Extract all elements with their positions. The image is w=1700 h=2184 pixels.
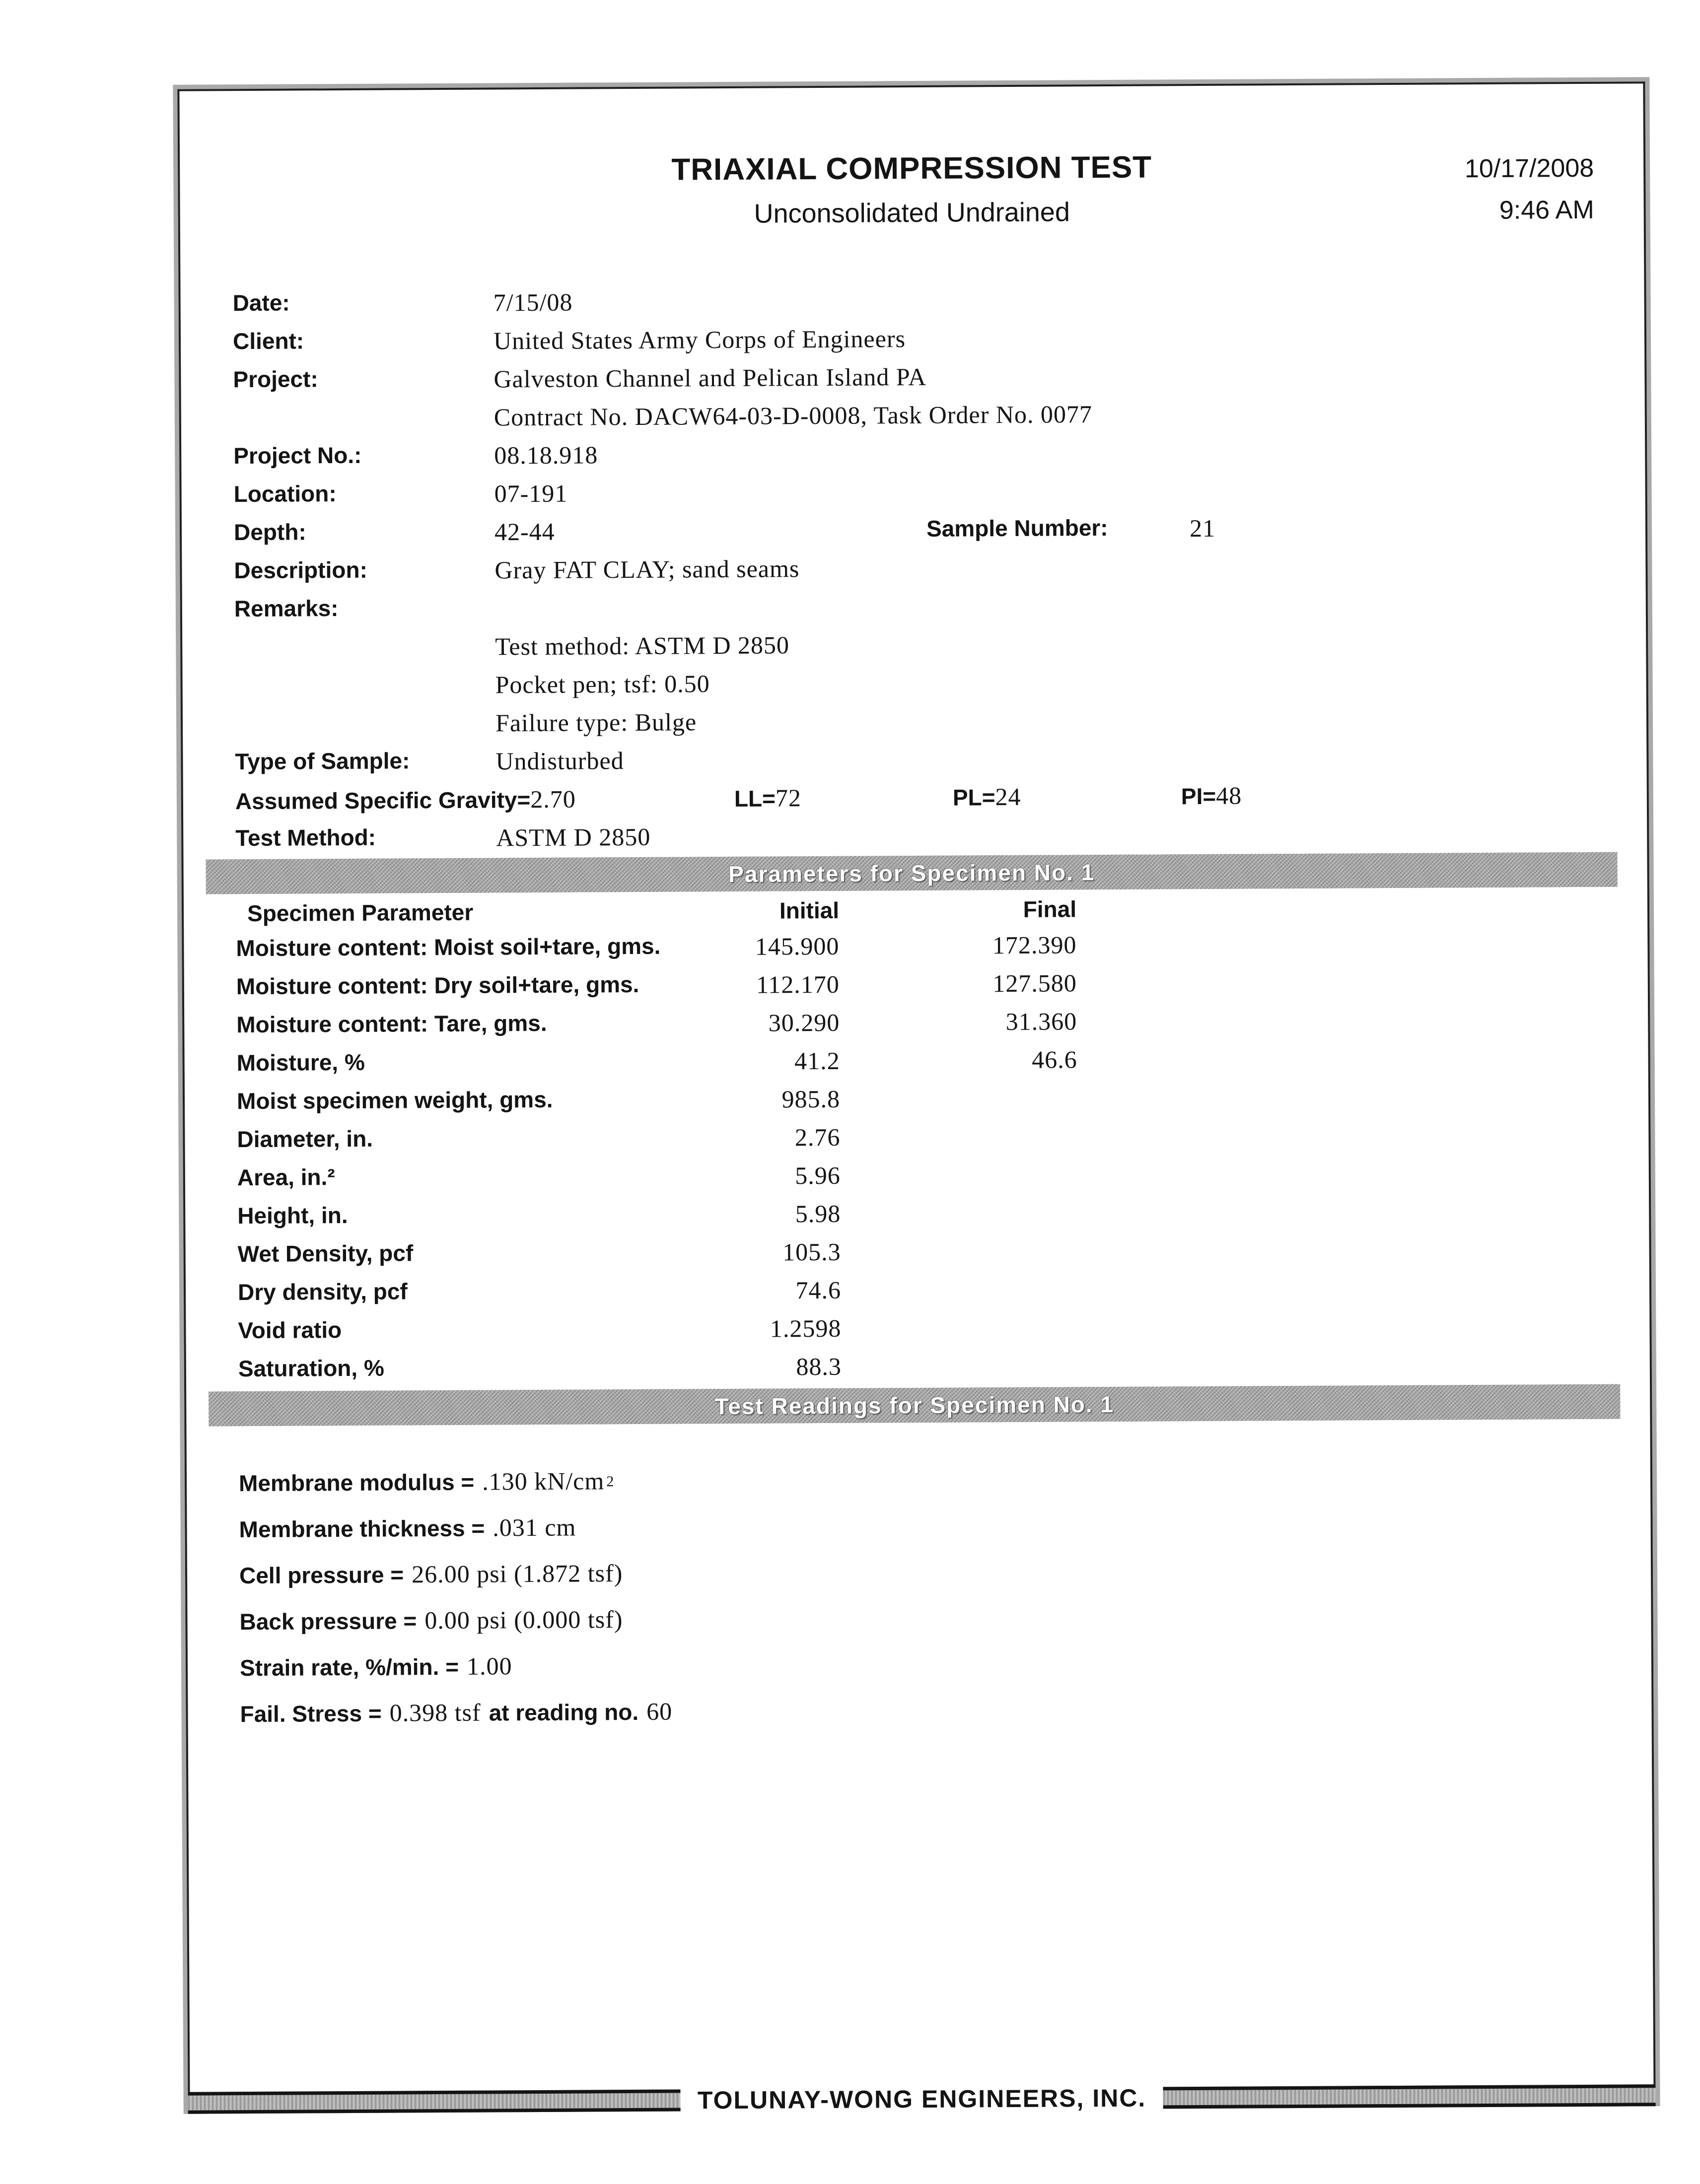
field-value: Undisturbed — [496, 747, 624, 775]
field-value: United States Army Corps of Engineers — [493, 325, 906, 355]
table-header — [184, 892, 1647, 930]
table-row: Area, in.² 5.96 — [237, 1161, 841, 1191]
field-label: Client: — [232, 328, 304, 354]
field-value: Galveston Channel and Pelican Island PA — [494, 362, 927, 393]
field-value: Pocket pen; tsf: 0.50 — [495, 670, 710, 699]
footer-rule-right — [1163, 2084, 1656, 2109]
field-value: Test method: ASTM D 2850 — [495, 631, 790, 661]
test-readings — [187, 1461, 1652, 1745]
column-header-final: Final — [1023, 896, 1077, 922]
print-time: 9:46 AM — [1499, 195, 1594, 225]
table-row: Wet Density, pcf 105.3 — [237, 1237, 841, 1267]
reading-row-back-pressure: Back pressure = 0.00 psi (0.000 tsf) — [239, 1605, 623, 1635]
section-banner-test-readings: Test Readings for Specimen No. 1 — [209, 1384, 1620, 1427]
table-row: Void ratio 1.2598 — [238, 1314, 842, 1344]
column-header-param: Specimen Parameter — [247, 899, 474, 927]
table-row: Height, in. 5.98 — [237, 1199, 841, 1229]
atterberg-pl: PL=24 — [952, 782, 1021, 811]
header-fields — [180, 282, 1647, 863]
field-value: 07-191 — [494, 479, 568, 508]
field-label: Remarks: — [234, 595, 339, 622]
field-value: ASTM D 2850 — [496, 822, 651, 852]
field-value: 42-44 — [494, 517, 555, 546]
field-label: Type of Sample: — [235, 748, 410, 775]
reading-row-cell-pressure: Cell pressure = 26.00 psi (1.872 tsf) — [239, 1559, 623, 1589]
field-value: Gray FAT CLAY; sand seams — [495, 554, 800, 584]
parameters-table — [184, 927, 1650, 1393]
field-label: Date: — [232, 289, 290, 316]
field-label: Depth: — [233, 519, 306, 546]
specific-gravity-label: Assumed Specific Gravity= — [235, 787, 531, 815]
reading-row-fail-stress: Fail. Stress = 0.398 tsf at reading no. 60 — [240, 1697, 673, 1727]
company-name: TOLUNAY-WONG ENGINEERS, INC. — [681, 2083, 1163, 2115]
section-banner-parameters: Parameters for Specimen No. 1 — [206, 852, 1617, 894]
table-row: Moisture content: Moist soil+tare, gms. 145.900 172.390 — [236, 931, 1077, 961]
table-row: Diameter, in. 2.76 — [237, 1123, 841, 1153]
sample-number-value: 21 — [1189, 514, 1216, 543]
field-value: 7/15/08 — [493, 288, 573, 317]
page-title: TRIAXIAL COMPRESSION TEST — [671, 150, 1152, 187]
footer-rule-left — [188, 2090, 681, 2114]
column-header-initial: Initial — [779, 897, 840, 924]
field-label: Test Method: — [235, 824, 376, 851]
table-row: Saturation, % 88.3 — [238, 1352, 842, 1382]
field-label: Description: — [234, 556, 367, 584]
field-label: Location: — [233, 480, 337, 507]
table-row: Moisture content: Tare, gms. 30.290 31.360 — [236, 1007, 1077, 1038]
field-label: Project: — [233, 366, 318, 393]
atterberg-ll: LL=72 — [734, 784, 802, 812]
reading-row-membrane-thickness: Membrane thickness = .031 cm — [239, 1513, 576, 1543]
sample-number-label: Sample Number: — [926, 514, 1108, 542]
table-row: Moisture content: Dry soil+tare, gms. 112.170 127.580 — [236, 969, 1077, 1000]
field-value: Failure type: Bulge — [495, 708, 697, 737]
footer — [188, 2081, 1655, 2117]
table-row: Dry density, pcf 74.6 — [237, 1276, 842, 1305]
field-value: Contract No. DACW64-03-D-0008, Task Order No. 0077 — [494, 400, 1093, 431]
field-value: 08.18.918 — [494, 441, 598, 470]
print-stamp — [1465, 147, 1594, 231]
print-date: 10/17/2008 — [1464, 153, 1594, 184]
atterberg-pi: PI=48 — [1181, 781, 1242, 810]
reading-row-strain-rate: Strain rate, %/min. = 1.00 — [239, 1652, 512, 1681]
specific-gravity-value: 2.70 — [530, 785, 576, 814]
reading-row-membrane-modulus: Membrane modulus = .130 kN/cm $^2$ — [238, 1467, 614, 1497]
table-row: Moist specimen weight, gms. 985.8 — [236, 1085, 841, 1114]
table-row: Moisture, % 41.2 46.6 — [236, 1045, 1077, 1076]
field-label: Project No.: — [233, 442, 362, 469]
report-page — [177, 81, 1655, 2115]
page-subtitle: Unconsolidated Undrained — [754, 197, 1070, 229]
